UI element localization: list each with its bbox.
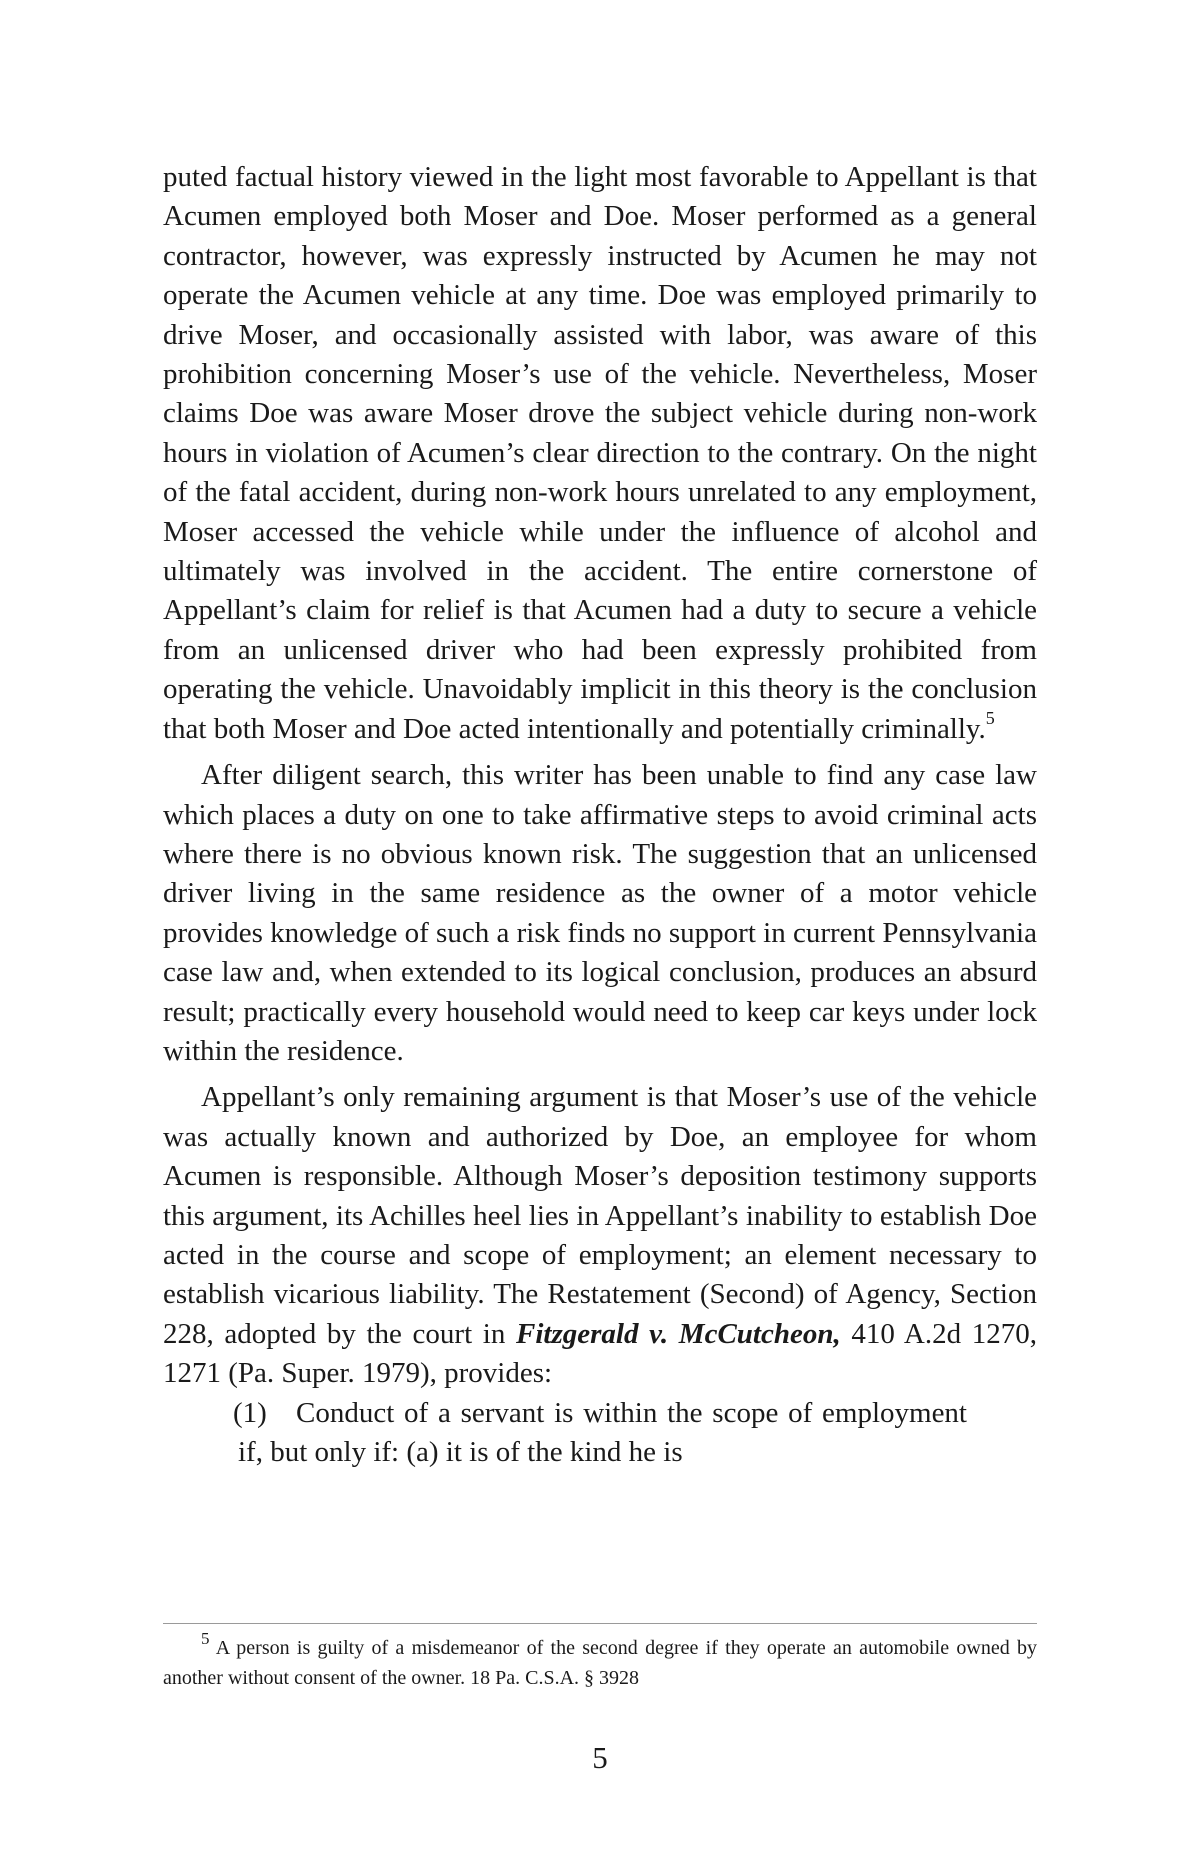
footnote-divider xyxy=(163,1623,1037,1624)
paragraph-1-text: puted factual history viewed in the light most favorable to Appellant is that Acumen employed both Moser and Doe. Moser performed as a general contractor, however, was expressly instructed by Acumen he may not operate the Acumen vehicle at any time. Doe was employed primarily to drive Moser, and occasionally assisted with labor, was aware of this prohibition concerning Moser’s use of the vehicle. Nevertheless, Moser claims Doe was aware Moser drove the subject vehicle during non-work hours in violation of Acumen’s clear direction to the contrary. On the night of the fatal accident, during non-work hours unrelated to any employment, Moser accessed the vehicle while under the influence of alcohol and ultimately was involved in the accident. The entire cornerstone of Appellant’s claim for relief is that Acumen had a duty to secure a vehicle from an unlicensed driver who had been expressly prohibited from operating the vehicle. Unavoidably implicit in this theory is the conclusion that both Moser and Doe acted intentionally and potentially criminally. xyxy=(163,161,1037,745)
footnote-reference[interactable]: 5 xyxy=(985,708,995,729)
paragraph-3 xyxy=(163,1078,1037,1393)
paragraph-2-text: After diligent search, this writer has been unable to find any case law which places a duty on one to take affirmative steps to avoid criminal acts where there is no obvious known risk. The suggestion that an unlicensed driver living in the same residence as the owner of a motor vehicle provides knowledge of such a risk finds no support in current Pennsylvania case law and, when extended to its logical conclusion, produces an absurd result; practically every household would need to keep car keys under lock within the residence. xyxy=(163,759,1037,1067)
block-quote-text: Conduct of a servant is within the scope of employment if, but only if: (a) it is of the kind he is xyxy=(238,1396,967,1468)
block-quote-number: (1) xyxy=(233,1396,267,1429)
case-citation: Fitzgerald v. McCutcheon, xyxy=(516,1317,841,1350)
paragraph-2 xyxy=(163,756,1037,1071)
footnote xyxy=(163,1629,1037,1693)
block-quote xyxy=(163,1394,1037,1473)
paragraph-1 xyxy=(163,158,1037,749)
page-number: 5 xyxy=(592,1740,608,1775)
paragraph-3-text-after: 410 A.2d 1270, 1271 (Pa. Super. 1979), provides: xyxy=(163,1317,1038,1390)
footnote-marker: 5 xyxy=(201,1629,210,1649)
footnote-text: A person is guilty of a misdemeanor of the second degree if they operate an automobile owned by another without consent of the owner. 18 Pa. C.S.A. § 3928 xyxy=(163,1637,1037,1689)
paragraph-3-text-before: Appellant’s only remaining argument is that Moser’s use of the vehicle was actually known and authorized by Doe, an employee for whom Acumen is responsible. Although Moser’s deposition testimony supports this argument, its Achilles heel lies in Appellant’s inability to establish Doe acted in the course and scope of employment; an element necessary to establish vicarious liability. The Restatement (Second) of Agency, Section 228, adopted by the court in xyxy=(163,1081,1037,1350)
body-text xyxy=(163,158,1037,1472)
